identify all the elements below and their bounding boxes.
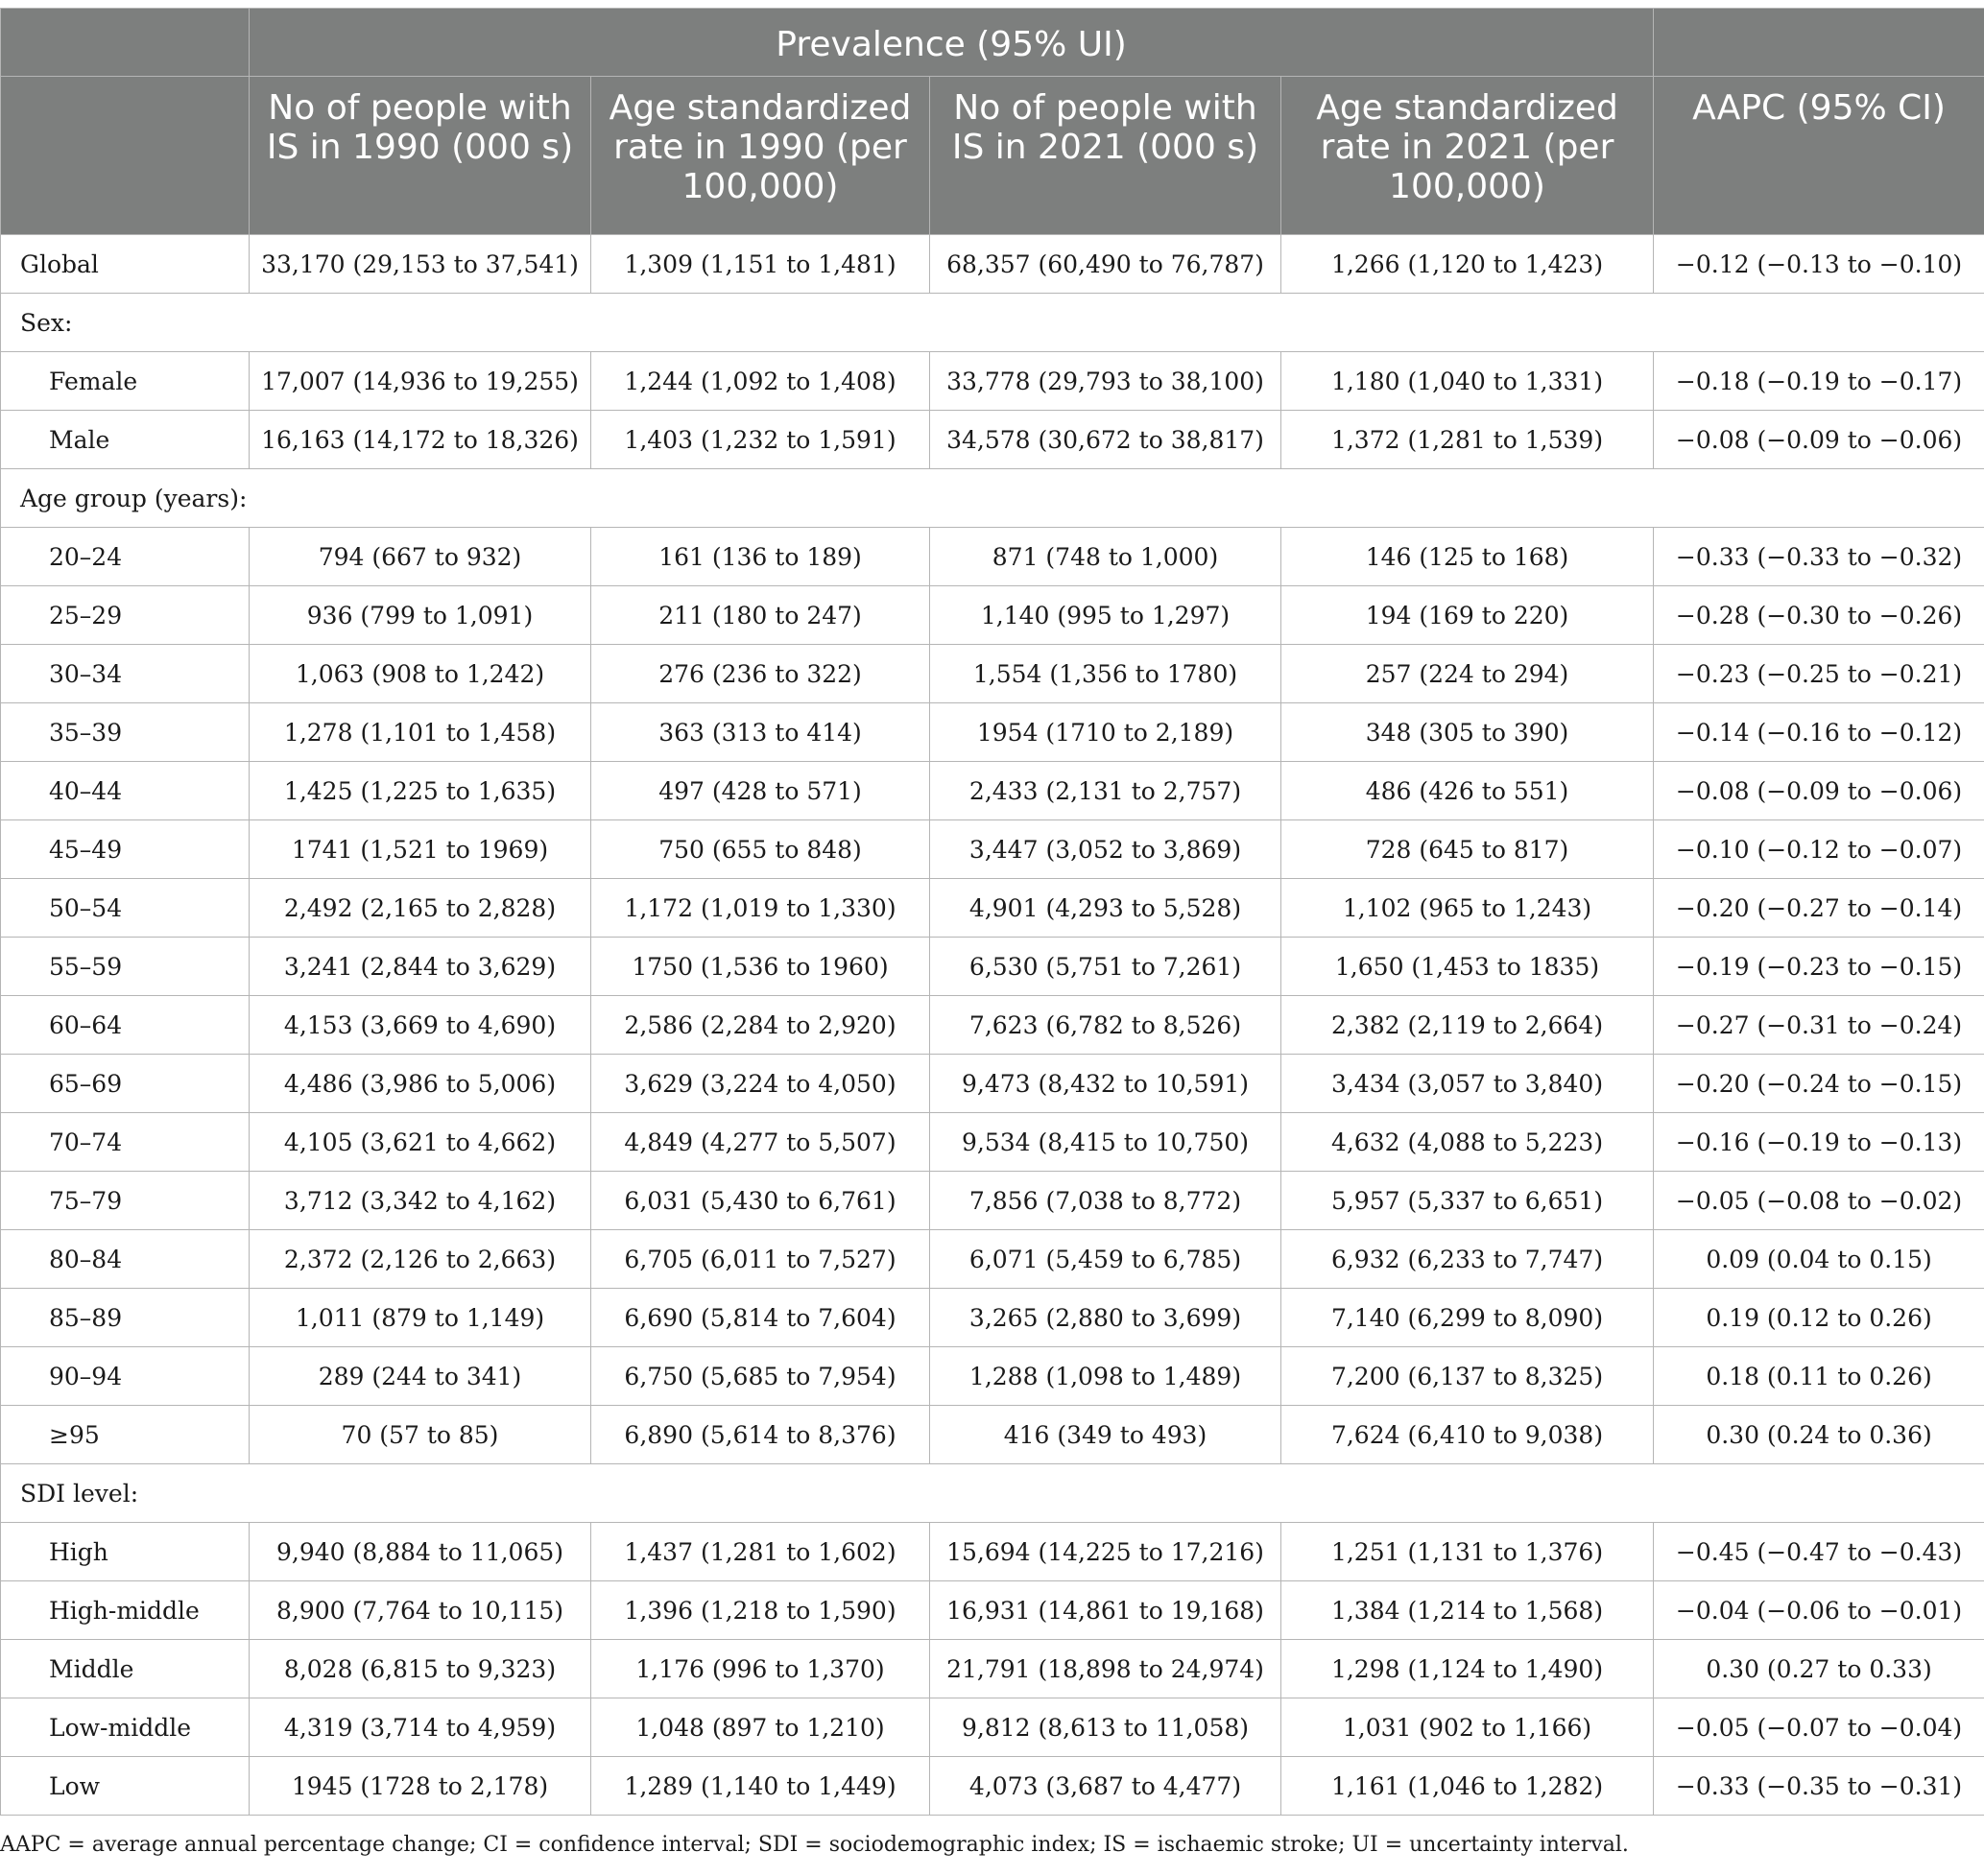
cell: 1,063 (908 to 1,242) bbox=[250, 645, 591, 703]
cell: 486 (426 to 551) bbox=[1281, 762, 1654, 820]
cell: 0.18 (0.11 to 0.26) bbox=[1654, 1347, 1984, 1406]
row-label: 45–49 bbox=[1, 820, 250, 879]
cell: 871 (748 to 1,000) bbox=[930, 528, 1281, 586]
table-row bbox=[1, 1055, 1984, 1113]
cell: 2,586 (2,284 to 2,920) bbox=[591, 996, 930, 1055]
cell: 1,554 (1,356 to 1780) bbox=[930, 645, 1281, 703]
cell: 1,048 (897 to 1,210) bbox=[591, 1698, 930, 1757]
cell: −0.33 (−0.33 to −0.32) bbox=[1654, 528, 1984, 586]
cell: 1,396 (1,218 to 1,590) bbox=[591, 1581, 930, 1640]
table-header bbox=[1, 9, 1984, 235]
cell: 0.09 (0.04 to 0.15) bbox=[1654, 1230, 1984, 1289]
cell: 936 (799 to 1,091) bbox=[250, 586, 591, 645]
row-label: 55–59 bbox=[1, 938, 250, 996]
header-col-5: AAPC (95% CI) bbox=[1654, 77, 1984, 235]
cell: −0.10 (−0.12 to −0.07) bbox=[1654, 820, 1984, 879]
cell: 16,163 (14,172 to 18,326) bbox=[250, 411, 591, 469]
prevalence-table bbox=[0, 8, 1984, 1816]
cell: 6,890 (5,614 to 8,376) bbox=[591, 1406, 930, 1464]
cell: −0.04 (−0.06 to −0.01) bbox=[1654, 1581, 1984, 1640]
header-corner bbox=[1, 9, 250, 77]
cell: 276 (236 to 322) bbox=[591, 645, 930, 703]
cell: 497 (428 to 571) bbox=[591, 762, 930, 820]
table-row bbox=[1, 1406, 1984, 1464]
table-row bbox=[1, 586, 1984, 645]
cell: 16,931 (14,861 to 19,168) bbox=[930, 1581, 1281, 1640]
cell: 1,278 (1,101 to 1,458) bbox=[250, 703, 591, 762]
cell: −0.14 (−0.16 to −0.12) bbox=[1654, 703, 1984, 762]
cell: 1954 (1710 to 2,189) bbox=[930, 703, 1281, 762]
table-row bbox=[1, 1581, 1984, 1640]
cell: 1,288 (1,098 to 1,489) bbox=[930, 1347, 1281, 1406]
table-row bbox=[1, 1640, 1984, 1698]
row-label: Female bbox=[1, 352, 250, 411]
header-col-2: Age standardized rate in 1990 (per 100,000) bbox=[591, 77, 930, 235]
table-row bbox=[1, 1347, 1984, 1406]
cell: −0.27 (−0.31 to −0.24) bbox=[1654, 996, 1984, 1055]
cell: 1,176 (996 to 1,370) bbox=[591, 1640, 930, 1698]
cell: 0.30 (0.24 to 0.36) bbox=[1654, 1406, 1984, 1464]
table-row bbox=[1, 1698, 1984, 1757]
cell: 211 (180 to 247) bbox=[591, 586, 930, 645]
table-row bbox=[1, 703, 1984, 762]
cell: −0.18 (−0.19 to −0.17) bbox=[1654, 352, 1984, 411]
cell: 1,244 (1,092 to 1,408) bbox=[591, 352, 930, 411]
cell: 794 (667 to 932) bbox=[250, 528, 591, 586]
cell: 4,901 (4,293 to 5,528) bbox=[930, 879, 1281, 938]
header-empty bbox=[1654, 9, 1984, 77]
row-label: High bbox=[1, 1523, 250, 1581]
cell: 1,172 (1,019 to 1,330) bbox=[591, 879, 930, 938]
cell: 4,319 (3,714 to 4,959) bbox=[250, 1698, 591, 1757]
row-label: 70–74 bbox=[1, 1113, 250, 1172]
cell: −0.20 (−0.24 to −0.15) bbox=[1654, 1055, 1984, 1113]
cell: −0.08 (−0.09 to −0.06) bbox=[1654, 411, 1984, 469]
cell: 4,849 (4,277 to 5,507) bbox=[591, 1113, 930, 1172]
row-label: Middle bbox=[1, 1640, 250, 1698]
section-label: SDI level: bbox=[1, 1464, 1984, 1523]
table-row bbox=[1, 879, 1984, 938]
row-label: 25–29 bbox=[1, 586, 250, 645]
cell: 7,623 (6,782 to 8,526) bbox=[930, 996, 1281, 1055]
cell: 2,372 (2,126 to 2,663) bbox=[250, 1230, 591, 1289]
cell: 0.30 (0.27 to 0.33) bbox=[1654, 1640, 1984, 1698]
cell: 21,791 (18,898 to 24,974) bbox=[930, 1640, 1281, 1698]
section-label: Sex: bbox=[1, 294, 1984, 352]
cell: 728 (645 to 817) bbox=[1281, 820, 1654, 879]
cell: 7,140 (6,299 to 8,090) bbox=[1281, 1289, 1654, 1347]
cell: 6,530 (5,751 to 7,261) bbox=[930, 938, 1281, 996]
cell: 7,856 (7,038 to 8,772) bbox=[930, 1172, 1281, 1230]
cell: 4,073 (3,687 to 4,477) bbox=[930, 1757, 1281, 1816]
table-row bbox=[1, 1172, 1984, 1230]
cell: 1,384 (1,214 to 1,568) bbox=[1281, 1581, 1654, 1640]
cell: 1,180 (1,040 to 1,331) bbox=[1281, 352, 1654, 411]
cell: 1,011 (879 to 1,149) bbox=[250, 1289, 591, 1347]
cell: −0.45 (−0.47 to −0.43) bbox=[1654, 1523, 1984, 1581]
cell: 9,812 (8,613 to 11,058) bbox=[930, 1698, 1281, 1757]
section-row bbox=[1, 1464, 1984, 1523]
cell: 33,778 (29,793 to 38,100) bbox=[930, 352, 1281, 411]
row-label: 80–84 bbox=[1, 1230, 250, 1289]
row-label: Male bbox=[1, 411, 250, 469]
table-row bbox=[1, 411, 1984, 469]
cell: 1,102 (965 to 1,243) bbox=[1281, 879, 1654, 938]
row-label: 35–39 bbox=[1, 703, 250, 762]
cell: 4,486 (3,986 to 5,006) bbox=[250, 1055, 591, 1113]
cell: 1,425 (1,225 to 1,635) bbox=[250, 762, 591, 820]
cell: 6,031 (5,430 to 6,761) bbox=[591, 1172, 930, 1230]
table-row bbox=[1, 1289, 1984, 1347]
cell: 1,298 (1,124 to 1,490) bbox=[1281, 1640, 1654, 1698]
cell: 70 (57 to 85) bbox=[250, 1406, 591, 1464]
table-row bbox=[1, 938, 1984, 996]
cell: 5,957 (5,337 to 6,651) bbox=[1281, 1172, 1654, 1230]
table-footnote: AAPC = average annual percentage change; CI = confidence interval; SDI = sociodemographic index; IS = ischaemic stroke; UI = uncertainty interval. bbox=[0, 1833, 1629, 1857]
row-label: High-middle bbox=[1, 1581, 250, 1640]
row-label: 20–24 bbox=[1, 528, 250, 586]
section-row bbox=[1, 469, 1984, 528]
cell: 2,382 (2,119 to 2,664) bbox=[1281, 996, 1654, 1055]
cell: 34,578 (30,672 to 38,817) bbox=[930, 411, 1281, 469]
cell: 0.19 (0.12 to 0.26) bbox=[1654, 1289, 1984, 1347]
cell: −0.33 (−0.35 to −0.31) bbox=[1654, 1757, 1984, 1816]
cell: 6,690 (5,814 to 7,604) bbox=[591, 1289, 930, 1347]
cell: 146 (125 to 168) bbox=[1281, 528, 1654, 586]
row-label: 30–34 bbox=[1, 645, 250, 703]
cell: 9,473 (8,432 to 10,591) bbox=[930, 1055, 1281, 1113]
cell: 3,265 (2,880 to 3,699) bbox=[930, 1289, 1281, 1347]
header-group-title: Prevalence (95% UI) bbox=[250, 9, 1654, 77]
cell: −0.16 (−0.19 to −0.13) bbox=[1654, 1113, 1984, 1172]
cell: −0.19 (−0.23 to −0.15) bbox=[1654, 938, 1984, 996]
cell: 289 (244 to 341) bbox=[250, 1347, 591, 1406]
cell: 15,694 (14,225 to 17,216) bbox=[930, 1523, 1281, 1581]
cell: 1741 (1,521 to 1969) bbox=[250, 820, 591, 879]
table-row bbox=[1, 645, 1984, 703]
cell: 750 (655 to 848) bbox=[591, 820, 930, 879]
cell: 3,712 (3,342 to 4,162) bbox=[250, 1172, 591, 1230]
table-row bbox=[1, 1757, 1984, 1816]
cell: 161 (136 to 189) bbox=[591, 528, 930, 586]
cell: 1,031 (902 to 1,166) bbox=[1281, 1698, 1654, 1757]
cell: 1750 (1,536 to 1960) bbox=[591, 938, 930, 996]
cell: 1945 (1728 to 2,178) bbox=[250, 1757, 591, 1816]
table-body bbox=[1, 235, 1984, 1816]
table-row bbox=[1, 235, 1984, 294]
cell: 9,940 (8,884 to 11,065) bbox=[250, 1523, 591, 1581]
cell: 8,028 (6,815 to 9,323) bbox=[250, 1640, 591, 1698]
cell: 194 (169 to 220) bbox=[1281, 586, 1654, 645]
table-row bbox=[1, 996, 1984, 1055]
header-corner-2 bbox=[1, 77, 250, 235]
cell: 6,705 (6,011 to 7,527) bbox=[591, 1230, 930, 1289]
cell: −0.20 (−0.27 to −0.14) bbox=[1654, 879, 1984, 938]
row-label: Low bbox=[1, 1757, 250, 1816]
cell: 1,372 (1,281 to 1,539) bbox=[1281, 411, 1654, 469]
row-label: 65–69 bbox=[1, 1055, 250, 1113]
cell: 4,153 (3,669 to 4,690) bbox=[250, 996, 591, 1055]
row-label: 90–94 bbox=[1, 1347, 250, 1406]
table-row bbox=[1, 352, 1984, 411]
cell: 3,241 (2,844 to 3,629) bbox=[250, 938, 591, 996]
table-wrapper bbox=[0, 8, 1984, 1816]
table-row bbox=[1, 1230, 1984, 1289]
cell: 1,403 (1,232 to 1,591) bbox=[591, 411, 930, 469]
cell: −0.05 (−0.08 to −0.02) bbox=[1654, 1172, 1984, 1230]
cell: −0.08 (−0.09 to −0.06) bbox=[1654, 762, 1984, 820]
cell: −0.23 (−0.25 to −0.21) bbox=[1654, 645, 1984, 703]
cell: 3,447 (3,052 to 3,869) bbox=[930, 820, 1281, 879]
cell: 6,071 (5,459 to 6,785) bbox=[930, 1230, 1281, 1289]
row-label: Low-middle bbox=[1, 1698, 250, 1757]
cell: 1,140 (995 to 1,297) bbox=[930, 586, 1281, 645]
cell: 8,900 (7,764 to 10,115) bbox=[250, 1581, 591, 1640]
row-label: 60–64 bbox=[1, 996, 250, 1055]
header-col-1: No of people with IS in 1990 (000 s) bbox=[250, 77, 591, 235]
row-label: 85–89 bbox=[1, 1289, 250, 1347]
cell: 363 (313 to 414) bbox=[591, 703, 930, 762]
cell: 3,629 (3,224 to 4,050) bbox=[591, 1055, 930, 1113]
cell: −0.28 (−0.30 to −0.26) bbox=[1654, 586, 1984, 645]
header-col-4: Age standardized rate in 2021 (per 100,000) bbox=[1281, 77, 1654, 235]
cell: 2,433 (2,131 to 2,757) bbox=[930, 762, 1281, 820]
cell: −0.05 (−0.07 to −0.04) bbox=[1654, 1698, 1984, 1757]
table-row bbox=[1, 762, 1984, 820]
row-label: 75–79 bbox=[1, 1172, 250, 1230]
row-label: 50–54 bbox=[1, 879, 250, 938]
table-row bbox=[1, 528, 1984, 586]
cell: 1,266 (1,120 to 1,423) bbox=[1281, 235, 1654, 294]
cell: 1,161 (1,046 to 1,282) bbox=[1281, 1757, 1654, 1816]
header-col-3: No of people with IS in 2021 (000 s) bbox=[930, 77, 1281, 235]
cell: 68,357 (60,490 to 76,787) bbox=[930, 235, 1281, 294]
cell: 257 (224 to 294) bbox=[1281, 645, 1654, 703]
cell: 6,932 (6,233 to 7,747) bbox=[1281, 1230, 1654, 1289]
cell: 17,007 (14,936 to 19,255) bbox=[250, 352, 591, 411]
section-row bbox=[1, 294, 1984, 352]
cell: 3,434 (3,057 to 3,840) bbox=[1281, 1055, 1654, 1113]
row-label: ≥95 bbox=[1, 1406, 250, 1464]
cell: 7,624 (6,410 to 9,038) bbox=[1281, 1406, 1654, 1464]
cell: 33,170 (29,153 to 37,541) bbox=[250, 235, 591, 294]
cell: −0.12 (−0.13 to −0.10) bbox=[1654, 235, 1984, 294]
cell: 4,632 (4,088 to 5,223) bbox=[1281, 1113, 1654, 1172]
cell: 1,289 (1,140 to 1,449) bbox=[591, 1757, 930, 1816]
row-label: Global bbox=[1, 235, 250, 294]
cell: 2,492 (2,165 to 2,828) bbox=[250, 879, 591, 938]
cell: 7,200 (6,137 to 8,325) bbox=[1281, 1347, 1654, 1406]
cell: 348 (305 to 390) bbox=[1281, 703, 1654, 762]
cell: 1,437 (1,281 to 1,602) bbox=[591, 1523, 930, 1581]
cell: 4,105 (3,621 to 4,662) bbox=[250, 1113, 591, 1172]
table-row bbox=[1, 820, 1984, 879]
cell: 9,534 (8,415 to 10,750) bbox=[930, 1113, 1281, 1172]
table-row bbox=[1, 1113, 1984, 1172]
section-label: Age group (years): bbox=[1, 469, 1984, 528]
cell: 1,650 (1,453 to 1835) bbox=[1281, 938, 1654, 996]
row-label: 40–44 bbox=[1, 762, 250, 820]
table-row bbox=[1, 1523, 1984, 1581]
cell: 1,251 (1,131 to 1,376) bbox=[1281, 1523, 1654, 1581]
cell: 6,750 (5,685 to 7,954) bbox=[591, 1347, 930, 1406]
cell: 416 (349 to 493) bbox=[930, 1406, 1281, 1464]
cell: 1,309 (1,151 to 1,481) bbox=[591, 235, 930, 294]
